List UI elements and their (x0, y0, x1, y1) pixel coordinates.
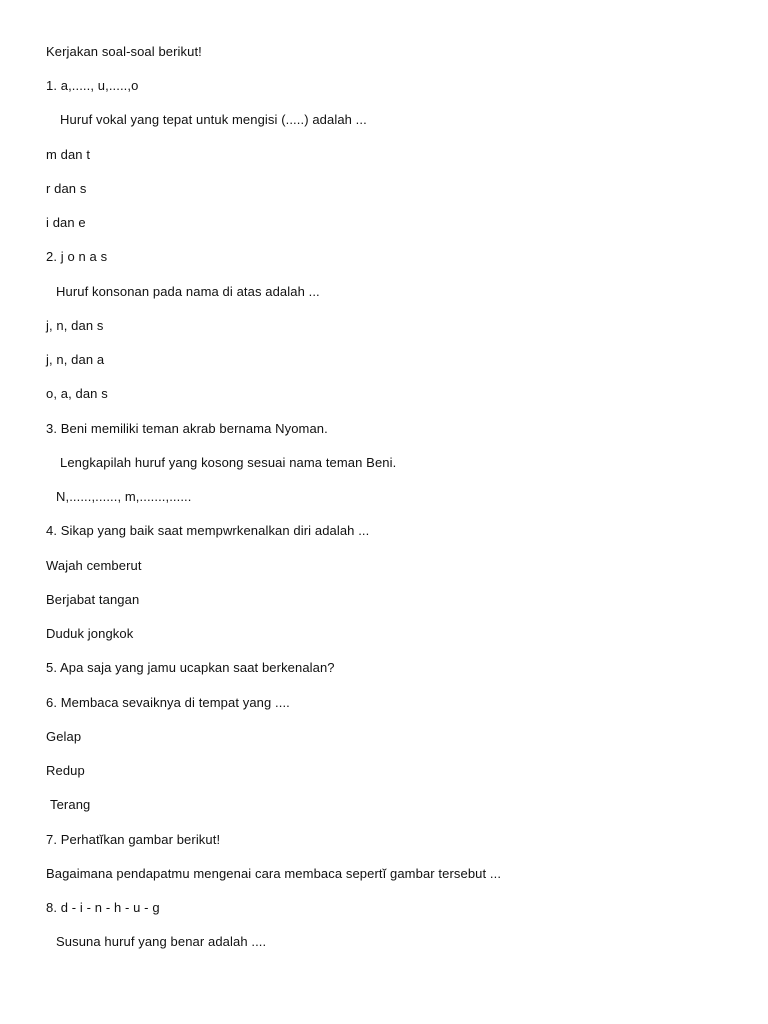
question-3: 3. Beni memiliki teman akrab bernama Nyoman. (46, 421, 328, 436)
question-2-option-2: j, n, dan a (46, 352, 105, 367)
question-6-option-1: Gelap (46, 729, 82, 744)
question-2: 2. j o n a s (46, 249, 108, 264)
question-3-blank: N,......,......, m,.......,...... (56, 489, 192, 504)
question-2-option-1: j, n, dan s (46, 318, 104, 333)
question-4-option-1: Wajah cemberut (46, 558, 142, 573)
worksheet-instruction: Kerjakan soal-soal berikut! (46, 44, 202, 59)
question-5: 5. Apa saja yang jamu ucapkan saat berkenalan? (46, 660, 335, 675)
question-8-prompt: Susuna huruf yang benar adalah .... (56, 934, 267, 949)
question-6-option-3: Terang (50, 797, 91, 812)
question-1-option-1: m dan t (46, 147, 91, 162)
question-4-option-2: Berjabat tangan (46, 592, 140, 607)
question-1-prompt: Huruf vokal yang tepat untuk mengisi (.....) adalah ... (60, 112, 367, 127)
question-6-option-2: Redup (46, 763, 85, 778)
question-1: 1. a,....., u,.....,o (46, 78, 139, 93)
question-3-prompt: Lengkapilah huruf yang kosong sesuai nama teman Beni. (60, 455, 397, 470)
question-1-option-3: i dan e (46, 215, 86, 230)
question-8: 8. d - i - n - h - u - g (46, 900, 160, 915)
question-4-option-3: Duduk jongkok (46, 626, 134, 641)
question-7: 7. Perhatĭkan gambar berikut! (46, 832, 221, 847)
question-1-option-2: r dan s (46, 181, 87, 196)
question-2-prompt: Huruf konsonan pada nama di atas adalah ... (56, 284, 320, 299)
question-2-option-3: o, a, dan s (46, 386, 108, 401)
question-7-prompt: Bagaimana pendapatmu mengenai cara membaca sepertĭ gambar tersebut ... (46, 866, 502, 881)
question-4: 4. Sikap yang baik saat mempwrkenalkan diri adalah ... (46, 523, 370, 538)
question-6: 6. Membaca sevaiknya di tempat yang .... (46, 695, 290, 710)
